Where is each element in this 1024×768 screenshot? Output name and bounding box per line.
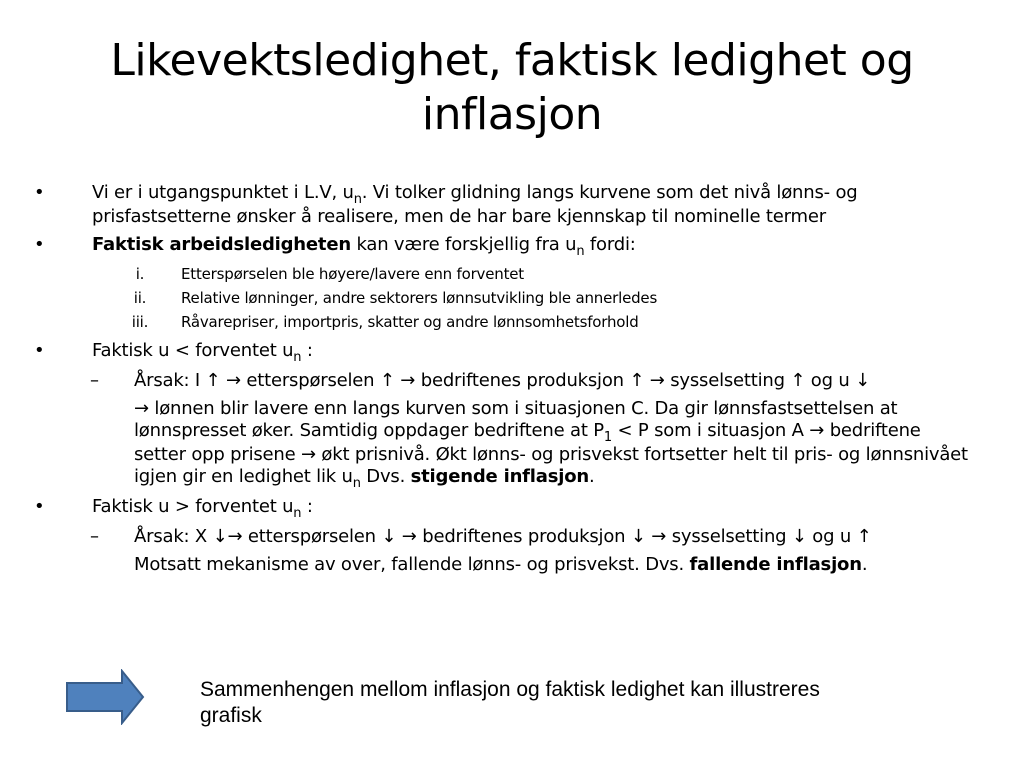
- graph-note: Sammenhengen mellom inflasjon og faktisk ledighet kan illustreres grafisk: [200, 678, 820, 727]
- reason-text: Etterspørselen ble høyere/lavere enn forventet: [181, 265, 524, 283]
- explanation-text: .: [861, 554, 868, 575]
- subscript-n: n: [352, 476, 361, 491]
- rising-inflation-bold: stigende inflasjon: [410, 466, 589, 487]
- roman-marker: iii.: [131, 313, 149, 331]
- bullet-2-text: kan være forskjellig fra u: [350, 234, 577, 255]
- slide-title: Likevektsledighet, faktisk ledighet og inflasjon: [110, 35, 914, 140]
- explanation-text: Dvs.: [360, 466, 411, 487]
- roman-marker: ii.: [133, 289, 147, 307]
- bullet-3: [30, 340, 970, 364]
- reason-item-2: [30, 286, 970, 310]
- right-arrow-icon: [64, 669, 146, 725]
- bullet-4: [30, 496, 970, 520]
- dash-marker: –: [90, 526, 99, 547]
- explanation-text: .: [589, 466, 595, 487]
- explanation-text: → lønnen blir lavere enn langs kurven som i situasjonen C. Da gir lønnsfastsettelsen at lønnspresset øker. Samtidig oppdager bedriftene at P: [134, 398, 898, 441]
- bullet-1-text: Vi er i utgangspunktet i L.V, u: [92, 182, 354, 203]
- bullet-4-text-rest: :: [301, 496, 313, 517]
- cause-text: Årsak: X ↓→ etterspørselen ↓ → bedriftenes produksjon ↓ → sysselsetting ↓ og u ↑: [134, 526, 872, 547]
- slide-body: [30, 182, 970, 582]
- bullet-2: [30, 234, 970, 258]
- subscript-n: n: [353, 192, 362, 207]
- reason-text: Relative lønninger, andre sektorers lønnsutvikling ble annerledes: [181, 289, 658, 307]
- subscript-n: n: [576, 244, 585, 259]
- bullet-4-explanation: [30, 554, 970, 576]
- roman-marker: i.: [135, 265, 145, 283]
- bullet-3-cause: [30, 370, 970, 392]
- subscript-1: 1: [603, 430, 612, 445]
- reason-item-1: [30, 262, 970, 286]
- bullet-3-text-rest: :: [301, 340, 313, 361]
- bullet-marker: •: [34, 496, 45, 517]
- bullet-marker: •: [34, 182, 45, 203]
- explanation-text: Motsatt mekanisme av over, fallende lønns- og prisvekst. Dvs.: [134, 554, 690, 575]
- bullet-2-text-rest: fordi:: [584, 234, 636, 255]
- cause-text: Årsak: I ↑ → etterspørselen ↑ → bedriftenes produksjon ↑ → sysselsetting ↑ og u ↓: [134, 370, 870, 391]
- bullet-4-cause: [30, 526, 970, 548]
- bullet-2-bold: Faktisk arbeidsledigheten: [92, 234, 351, 255]
- bullet-marker: •: [34, 234, 45, 255]
- bullet-1-text-rest: . Vi tolker glidning langs kurvene som det nivå lønns- og prisfastsetterne ønsker å realisere, men de har bare kjennskap til nominelle termer: [92, 182, 858, 227]
- bullet-1: [30, 182, 970, 228]
- bullet-4-text: Faktisk u > forventet u: [92, 496, 294, 517]
- bullet-3-explanation: [30, 398, 970, 490]
- subscript-n: n: [293, 506, 302, 521]
- explanation-text: < P som i situasjon A → bedriftene setter opp prisene → økt prisnivå. Økt lønns- og prisvekst fortsetter helt til pris- og lønnsnivået igjen gir en ledighet lik u: [134, 420, 968, 487]
- reason-text: Råvarepriser, importpris, skatter og andre lønnsomhetsforhold: [181, 313, 639, 331]
- arrow-shape: [67, 671, 143, 723]
- falling-inflation-bold: fallende inflasjon: [689, 554, 862, 575]
- bullet-marker: •: [34, 340, 45, 361]
- reason-item-3: [30, 310, 970, 334]
- bullet-3-text: Faktisk u < forventet u: [92, 340, 294, 361]
- subscript-n: n: [293, 350, 302, 365]
- dash-marker: –: [90, 370, 99, 391]
